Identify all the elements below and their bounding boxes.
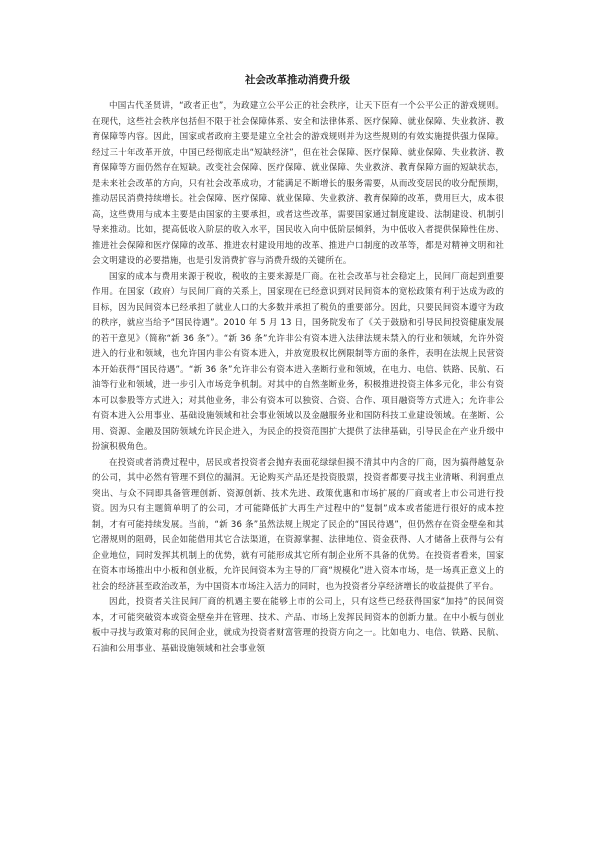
paragraph-private-capital: 国家的成本与费用来源于税收，税收的主要来源是厂商。在社会改革与社会稳定上，民间厂商起到重要作用。在国家（政府）与民间厂商的关系上，国家现在已经意识到对民间资本的宽松政策有利于达成为政的目标，因为民间资本已经承担了就业人口的大多数并承担了税负的重要部分。因此，只要民间资本遵守为政的秩序，就应当给予“国民待遇”。2010 年 5 月 13 日，国务院发布了《关于鼓励和引导民间投资健康发展的若干意见》（简称“新 36 条”）。“新 36 条”允许非公有资本进入法律法规未禁入的行业和领域，允许外资进入的行业和领域，也允许国内非公有资本进入，并放宽股权比例限制等方面的条件，表明在法规上民营资本开始获得“国民待遇”。“新 36 条”允许非公有资本进入垄断行业和领域，在电力、电信、铁路、民航、石油等行业和领域，进一步引入市场竞争机制。对其中的自然垄断业务，积极推进投资主体多元化，非公有资本可以参股等方式进入；对其他业务，非公有资本可以独资、合资、合作、项目融资等方式进入；允许非公有资本进入公用事业、基础设施领域和社会事业领域以及金融服务业和国防科技工业建设领域。在垄断、公用、资源、金融及国防领域允许民企进入，为民企的投资范围扩大提供了法律基础，引导民企在产业升级中扮演积极角色。	[92, 271, 504, 452]
paragraph-investor-focus: 因此，投资者关注民间厂商的机遇主要在能够上市的公司上，只有这些已经获得国家“加持”的民间资本，才可能突破资本或资金壁垒并在管理、技术、产品、市场上发挥民间资本的创新力量。在中小板与创业板中寻找与政策对称的民间企业，就成为投资者财富管理的投资方向之一。比如电力、电信、铁路、民航、石油和公用事业、基础设施领域和社会事业领	[92, 597, 504, 654]
document-title: 社会改革推动消费升级	[245, 74, 350, 86]
paragraph-social-reform: 中国古代圣贤讲，“政者正也”，为政建立公平公正的社会秩序，让天下臣有一个公平公正的游戏规则。在现代，这些社会秩序包括但不限于社会保障体系、安全和法律体系、医疗保障、就业保障、失业救济、教育保障等内容。因此，国家或者政府主要是建立全社会的游戏规则并为这些规则的有效实施提供强力保障。经过三十年改革开放，中国已经彻底走出“短缺经济”，但在社会保障、医疗保障、就业保障、失业救济、教育保障等方面仍然存在短缺。改变社会保障、医疗保障、就业保障、失业救济、教育保障方面的短缺状态，是未来社会改革的方向，只有社会改革成功，才能满足不断增长的服务需要，从而改变居民的收分配预期，推动居民消费持续增长。社会保障、医疗保障、就业保障、失业救济、教育保障的改革，费用巨大，成本很高，这些费用与成本主要是由国家的主要承担，或者这些改革，需要国家通过制度建设、法制建设、机制引导来推动。比如，提高低收入阶层的收入水平，国民收入向中低阶层倾斜，为中低收入者提供保障性住房、推进社会保障和医疗保障的改革、推进农村建设用地的改革、推进户口制度的改革等，都是对精神文明和社会文明建设的必要措施，也是引发消费扩容与消费升级的关键所在。	[92, 101, 504, 266]
paragraph-investment: 在投资或者消费过程中，居民或者投资者会抛弃表面花绿绿但摸不清其中内含的厂商，因为搞得越复杂的公司，其中必然有管理不到位的漏洞。无论购买产品还是投资股票，投资者都要寻找主业清晰、利润重点突出、与众不同即具备管理创新、资源创新、技术先进、政策优惠和市场扩展的厂商或者上市公司进行投资。因为只有主题简单明了的公司，才可能降低扩大再生产过程中的“复制”成本或者能进行很好的成本控制，才有可能持续发展。当前，“新 36 条”虽然法规上规定了民企的“国民待遇”，但仍然存在资金壁垒和其它潜规则的阻碍，民企如能借用其它合法渠道，在资源掌握、法律地位、资金获得、人才储备上获得与公有企业地位，同时发挥其机制上的优势，就有可能形成其它所有制企业所不具备的优势。在投资者看来，国家在资本市场推出中小板和创业板，允许民间资本为主导的厂商“规模化”进入资本市场，是一场真正意义上的社会的经济甚至政治改革，为中国资本市场注入活力的同时，也为投资者分享经济增长的收益提供了平台。	[92, 457, 504, 592]
document-body	[92, 99, 504, 657]
